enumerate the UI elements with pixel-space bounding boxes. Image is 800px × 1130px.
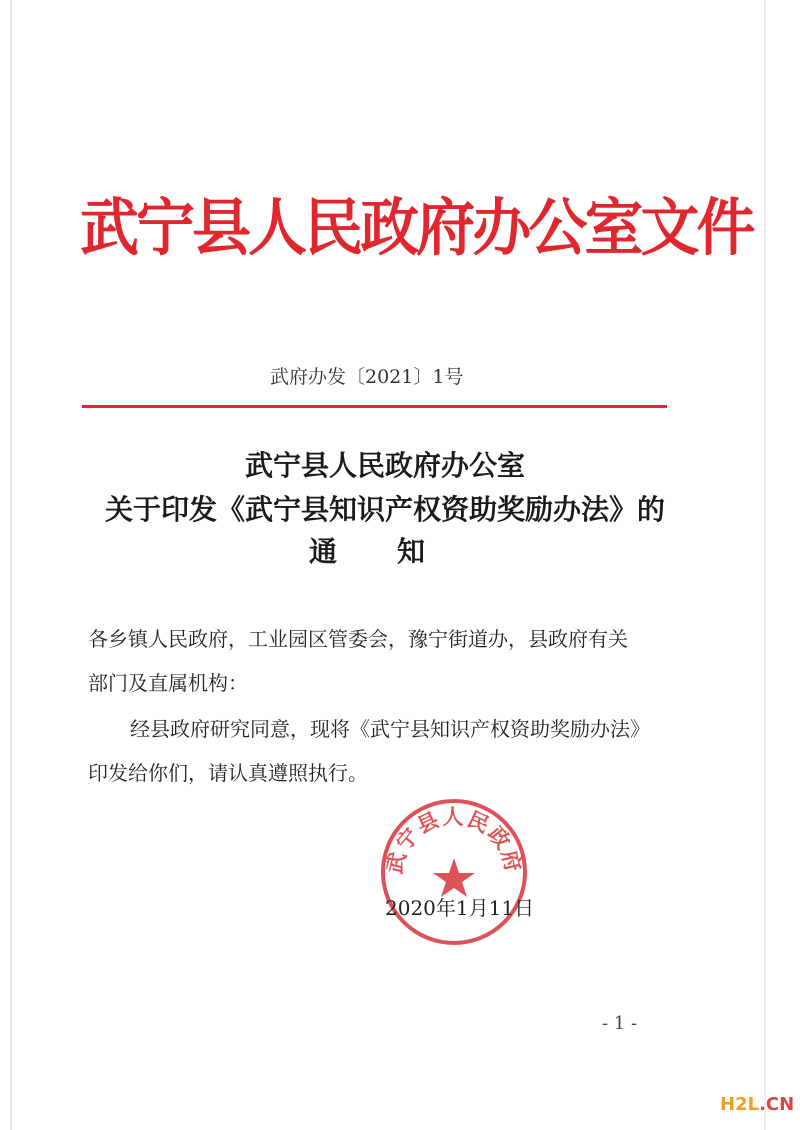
document-number: 武府办发〔2021〕1号: [270, 366, 464, 388]
notice-title-line-1: 武宁县人民政府办公室: [244, 449, 525, 482]
recipients-line-1: 各乡镇人民政府，工业园区管委会，豫宁街道办，县政府有关: [88, 627, 628, 651]
page-edge-right: [764, 0, 766, 1130]
page-edge-left: [10, 0, 12, 1130]
site-watermark: [720, 1094, 794, 1115]
page-number: - 1 -: [602, 1013, 638, 1034]
red-divider-line: [82, 405, 667, 408]
recipients-line-2: 部门及直属机构：: [88, 671, 248, 695]
notice-title-line-3: 通知: [308, 535, 485, 568]
watermark-main-text: H2L: [720, 1094, 760, 1115]
body-paragraph-line-2: 印发给你们，请认真遵照执行。: [88, 761, 368, 785]
watermark-suffix-text: .CN: [759, 1094, 795, 1115]
document-date: 2020年1月11日: [385, 896, 535, 920]
document-header-title: 武宁县人民政府办公室文件: [80, 191, 753, 264]
body-paragraph-line-1: 经县政府研究同意，现将《武宁县知识产权资助奖励办法》: [130, 717, 650, 741]
seal-text: 武宁县人民政府: [381, 804, 527, 876]
notice-title-line-2: 关于印发《武宁县知识产权资助奖励办法》的: [104, 493, 665, 526]
official-seal-stamp: [378, 796, 530, 948]
seal-star-icon: [433, 858, 475, 897]
